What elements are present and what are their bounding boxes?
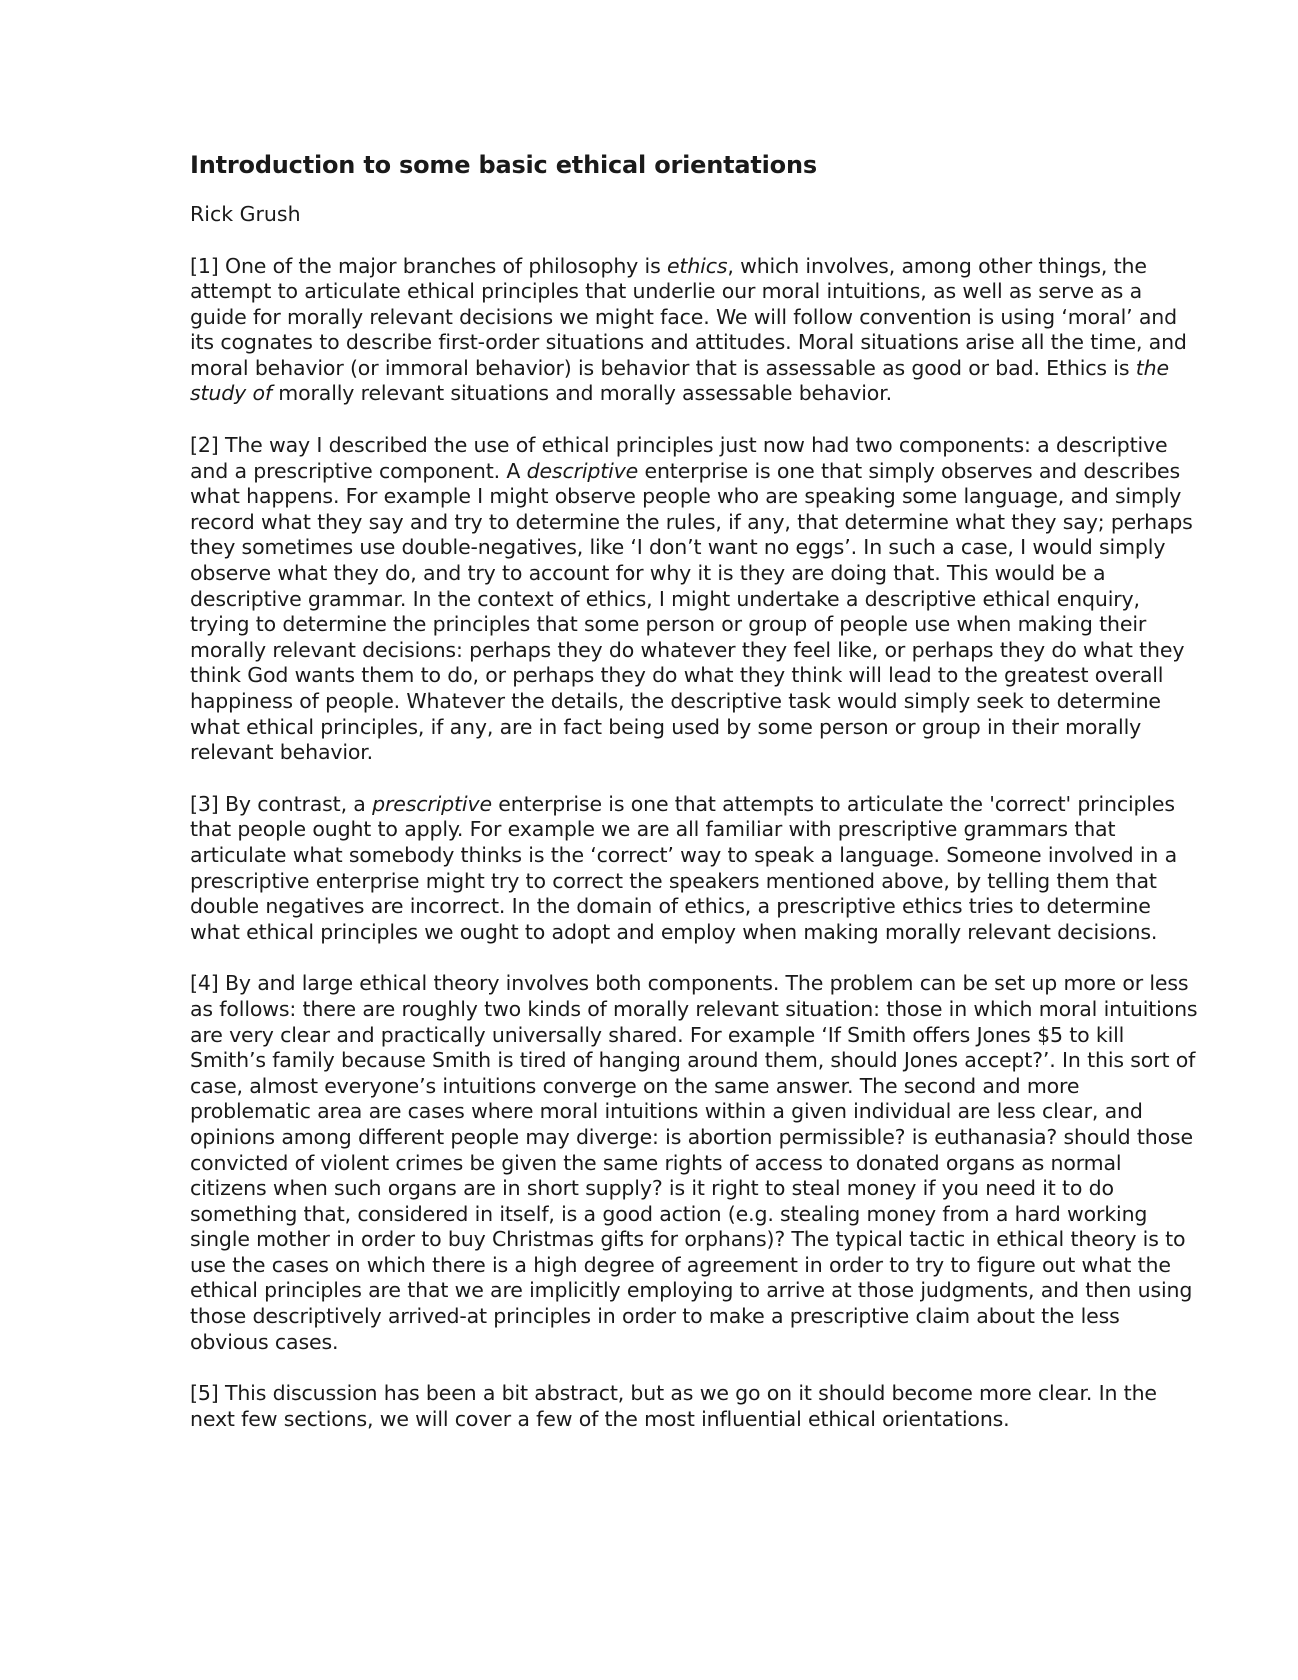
paragraph-text: enterprise is one that attempts to articulate the 'correct' principles that people ought to apply. For example we are all familiar with prescriptive grammars that articulate what somebody thinks is the ‘correct’ way to speak a language. Someone involved in a prescriptive enterprise might try to correct the speakers mentioned above, by telling them that double negatives are incorrect. In the domain of ethics, a prescriptive ethics tries to determine what ethical principles we ought to adopt and employ when making morally relevant decisions. — [190, 791, 1178, 944]
emphasized-text: the study of — [190, 355, 1169, 406]
paragraph-text: [1] One of the major branches of philosophy is — [190, 253, 667, 278]
paragraph-text: morally relevant situations and morally assessable behavior. — [271, 381, 892, 406]
paragraph-3 — [190, 792, 1200, 946]
paragraph-5 — [190, 1381, 1200, 1432]
paragraph-2 — [190, 433, 1200, 766]
document-title: Introduction to some basic ethical orientations — [190, 151, 817, 179]
document-page — [190, 150, 1200, 1458]
emphasized-text: descriptive — [526, 458, 639, 483]
emphasized-text: prescriptive — [372, 791, 492, 816]
document-body — [190, 254, 1200, 1433]
emphasized-text: ethics — [666, 253, 728, 278]
paragraph-text: [5] This discussion has been a bit abstract, but as we go on it should become more clear. In the next few sections, we will cover a few of the most influential ethical orientations. — [190, 1381, 1157, 1431]
document-author: Rick Grush — [190, 202, 301, 226]
paragraph-text: [2] The way I described the use of ethical principles just now had two components: a descriptive and a prescriptive component. A — [190, 433, 1168, 483]
paragraph-text: [3] By contrast, a — [190, 791, 373, 816]
paragraph-text: enterprise is one that simply observes and describes what happens. For example I might observe people who are speaking some language, and simply record what they say and try to determine the rules, if any, that determine what they say; perhaps they sometimes use double-negatives, like ‘I don’t want no eggs’. In such a case, I would simply observe what they do, and try to account for why it is they are doing that. This would be a descriptive grammar. In the context of ethics, I might undertake a descriptive ethical enquiry, trying to determine the principles that some person or group of people use when making their morally relevant decisions: perhaps they do whatever they feel like, or perhaps they do what they think God wants them to do, or perhaps they do what they think will lead to the greatest overall happiness of people. Whatever the details, the descriptive task would simply seek to determine what ethical principles, if any, are in fact being used by some person or group in their morally relevant behavior. — [190, 458, 1193, 765]
paragraph-4 — [190, 971, 1200, 1355]
paragraph-1 — [190, 254, 1200, 408]
paragraph-text: , which involves, among other things, the attempt to articulate ethical principles that underlie our moral intuitions, as well as serve as a guide for morally relevant decisions we might face. We will follow convention is using ‘moral’ and its cognates to describe first-order situations and attitudes. Moral situations arise all the time, and moral behavior (or immoral behavior) is behavior that is assessable as good or bad. Ethics is — [190, 253, 1187, 380]
paragraph-text: [4] By and large ethical theory involves both components. The problem can be set up more or less as follows: there are roughly two kinds of morally relevant situation: those in which moral intuitions are very clear and practically universally shared. For example ‘If Smith offers Jones $5 to kill Smith’s family because Smith is tired of hanging around them, should Jones accept?’. In this sort of case, almost everyone’s intuitions converge on the same answer. The second and more problematic area are cases where moral intuitions within a given individual are less clear, and opinions among different people may diverge: is abortion permissible? is euthanasia? should those convicted of violent crimes be given the same rights of access to donated organs as normal citizens when such organs are in short supply? is it right to steal money if you need it to do something that, considered in itself, is a good action (e.g. stealing money from a hard working single mother in order to buy Christmas gifts for orphans)? The typical tactic in ethical theory is to use the cases on which there is a high degree of agreement in order to try to figure out what the ethical principles are that we are implicitly employing to arrive at those judgments, and then using those descriptively arrived-at principles in order to make a prescriptive claim about the less obvious cases. — [190, 971, 1198, 1354]
